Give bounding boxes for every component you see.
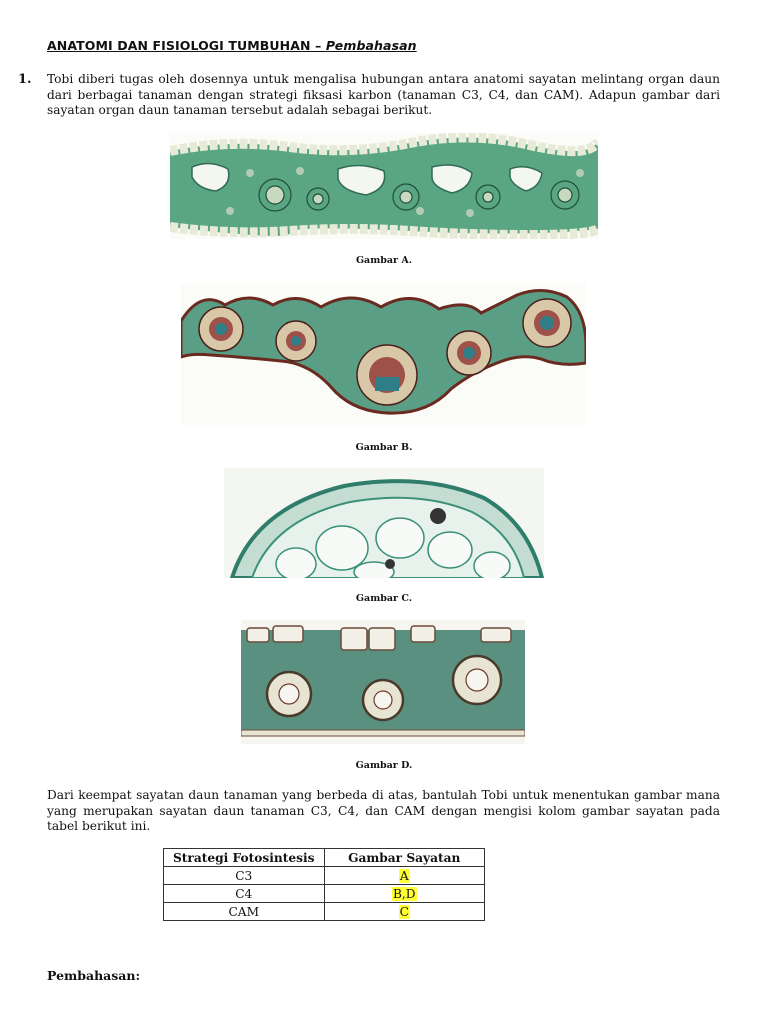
answer-highlight: B,D	[392, 886, 416, 901]
figure-a-caption: Gambar A.	[355, 255, 413, 266]
table-row	[164, 885, 485, 903]
figure-c-caption: Gambar C.	[355, 593, 413, 604]
figure-b-image	[181, 283, 586, 425]
table-cell-strategy: C4	[164, 885, 325, 903]
table-cell-strategy: CAM	[164, 903, 325, 921]
figure-d-image	[241, 620, 525, 744]
answer-table	[163, 848, 485, 921]
figure-c-image	[224, 468, 544, 578]
figure-b-caption: Gambar B.	[355, 442, 413, 453]
table-cell-answer	[324, 867, 485, 885]
discussion-label: Pembahasan:	[47, 968, 141, 983]
table-header-row	[164, 849, 485, 867]
answer-highlight: A	[399, 868, 409, 883]
page-title: ANATOMI DAN FISIOLOGI TUMBUHAN – Pembahasan	[47, 38, 417, 53]
question-number: 1.	[18, 72, 32, 87]
table-header-strategy: Strategi Fotosintesis	[164, 849, 325, 867]
question-intro: Tobi diberi tugas oleh dosennya untuk mengalisa hubungan antara anatomi sayatan melintang organ daun dari berbagai tanaman dengan strategi fiksasi karbon (tanaman C3, C4, dan CAM). Adapun gambar dari sayatan organ daun tanaman tersebut adalah sebagai berikut.	[47, 72, 720, 118]
table-cell-answer	[324, 903, 485, 921]
table-row	[164, 867, 485, 885]
figure-a-image	[170, 133, 598, 239]
table-header-image: Gambar Sayatan	[324, 849, 485, 867]
figure-d-caption: Gambar D.	[355, 760, 413, 771]
question-instruction: Dari keempat sayatan daun tanaman yang berbeda di atas, bantulah Tobi untuk menentukan gambar mana yang merupakan sayatan daun tanaman C3, C4, dan CAM dengan mengisi kolom gambar sayatan pada tabel berikut ini.	[47, 788, 720, 834]
table-cell-strategy: C3	[164, 867, 325, 885]
table-cell-answer	[324, 885, 485, 903]
answer-highlight: C	[399, 904, 409, 919]
table-row	[164, 903, 485, 921]
